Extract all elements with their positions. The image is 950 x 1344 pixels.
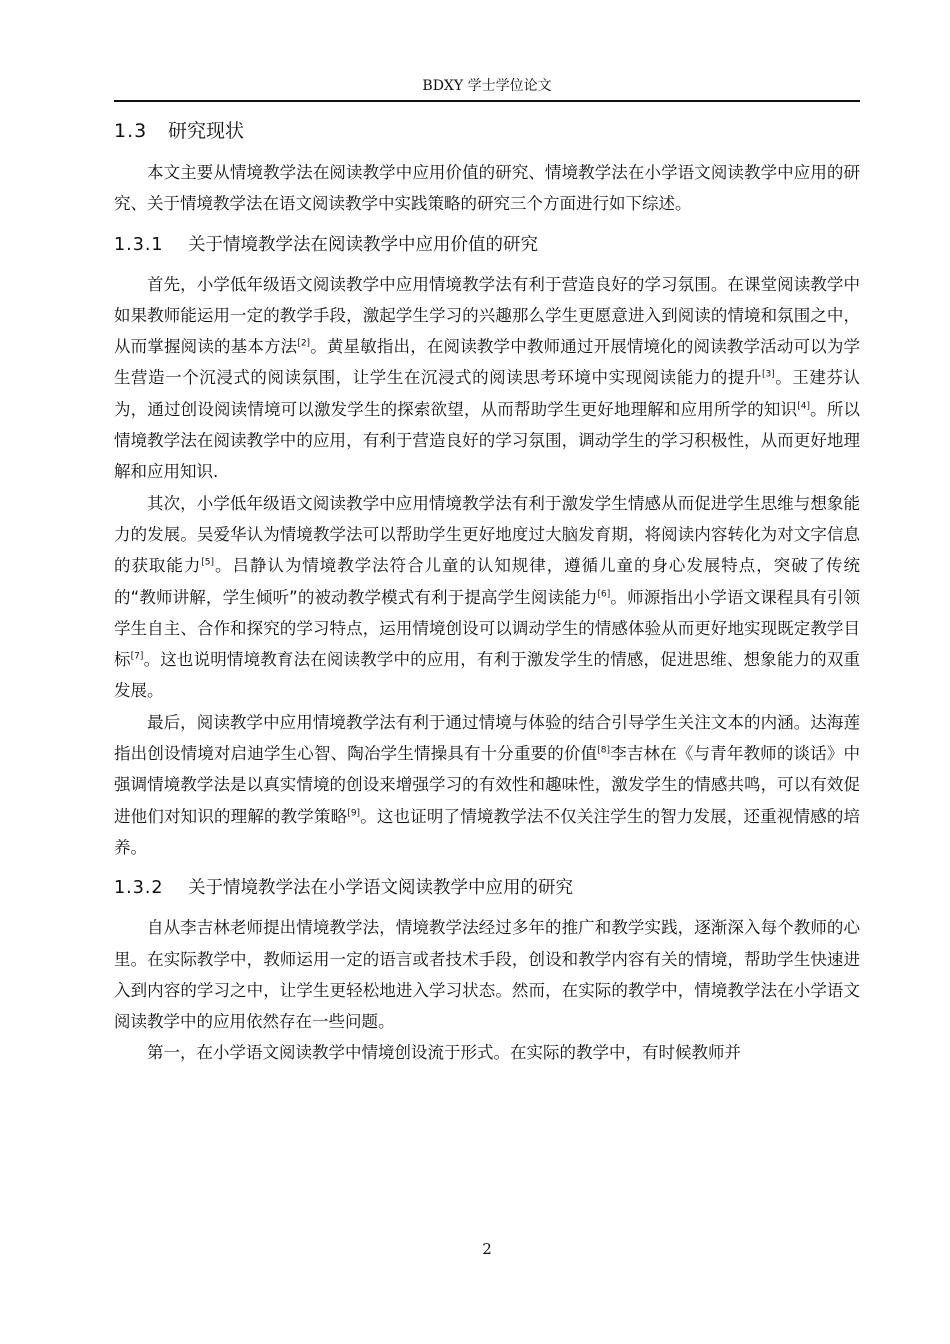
subsection-heading-1	[114, 230, 860, 260]
citation-marker: [5]	[201, 557, 215, 568]
subsection-title: 关于情境教学法在阅读教学中应用价值的研究	[188, 234, 538, 255]
page-body	[114, 116, 860, 1069]
running-header: BDXY 学士学位论文	[422, 78, 552, 94]
subsection-title: 关于情境教学法在小学语文阅读教学中应用的研究	[188, 878, 573, 899]
header-rule	[114, 100, 860, 102]
paragraph: 其次，小学低年级语文阅读教学中应用情境教学法有利于激发学生情感从而促进学生思维与想象能力的发展。吴爱华认为情境教学法可以帮助学生更好地度过大脑发育期，将阅读内容转化为对文字信息的获取能力[5]。吕静认为情境教学法符合儿童的认知规律，遵循儿童的身心发展特点，突破了传统的“教师讲解，学生倾听”的被动教学模式有利于提高学生阅读能力[6]。师源指出小学语文课程具有引领学生自主、合作和探究的学习特点，运用情境创设可以调动学生的情感体验从而更好地实现既定教学目标[7]。这也说明情境教育法在阅读教学中的应用，有利于激发学生的情感，促进思维、想象能力的双重发展。	[114, 493, 861, 701]
subsection-heading-2	[114, 873, 860, 903]
citation-marker: [6]	[597, 589, 611, 600]
paragraph: 自从李吉林老师提出情境教学法，情境教学法经过多年的推广和教学实践，逐渐深入每个教师的心里。在实际教学中，教师运用一定的语言或者技术手段，创设和教学内容有关的情境，帮助学生快速进入到内容的学习之中，让学生更轻松地进入学习状态。然而，在实际的教学中，情境教学法在小学语文阅读教学中的应用依然存在一些问题。	[114, 918, 860, 1032]
paragraph: 最后，阅读教学中应用情境教学法有利于通过情境与体验的结合引导学生关注文本的内涵。达海莲指出创设情境对启迪学生心智、陶冶学生情操具有十分重要的价值[8]李吉林在《与青年教师的谈话》中强调情境教学法是以真实情境的创设来增强学习的有效性和趣味性，激发学生的情感共鸣，可以有效促进他们对知识的理解的教学策略[9]。这也证明了情境教学法不仅关注学生的智力发展，还重视情感的培养。	[114, 712, 861, 857]
section-title: 研究现状	[168, 120, 245, 142]
paragraph: 第一，在小学语文阅读教学中情境创设流于形式。在实际的教学中，有时候教师并	[147, 1043, 741, 1063]
citation-marker: [4]	[797, 401, 811, 412]
paragraph: 首先，小学低年级语文阅读教学中应用情境教学法有利于营造良好的学习氛围。在课堂阅读教学中如果教师能运用一定的教学手段，激起学生学习的兴趣那么学生更愿意进入到阅读的情境和氛围之中，从而掌握阅读的基本方法[2]。黄星敏指出，在阅读教学中教师通过开展情境化的阅读教学活动可以为学生营造一个沉浸式的阅读氛围，让学生在沉浸式的阅读思考环境中实现阅读能力的提升[3]。王建芬认为，通过创设阅读情境可以激发学生的探索欲望，从而帮助学生更好地理解和应用所学的知识[4]。所以情境教学法在阅读教学中的应用，有利于营造良好的学习氛围，调动学生的学习积极性，从而更好地理解和应用知识.	[114, 274, 861, 482]
citation-marker: [9]	[347, 808, 361, 819]
page-number: 2	[482, 1240, 492, 1258]
citation-marker: [7]	[130, 651, 144, 662]
subsection-number: 1.3.2	[114, 878, 164, 899]
citation-marker: [3]	[762, 369, 775, 380]
subsection-number: 1.3.1	[114, 234, 164, 255]
citation-marker: [2]	[297, 338, 311, 349]
section-heading	[114, 116, 860, 146]
section-number: 1.3	[114, 120, 148, 142]
citation-marker: [8]	[597, 745, 611, 756]
section-intro-paragraph: 本文主要从情境教学法在阅读教学中应用价值的研究、情境教学法在小学语文阅读教学中应用的研究、关于情境教学法在语文阅读教学中实践策略的研究三个方面进行如下综述。	[114, 163, 860, 214]
